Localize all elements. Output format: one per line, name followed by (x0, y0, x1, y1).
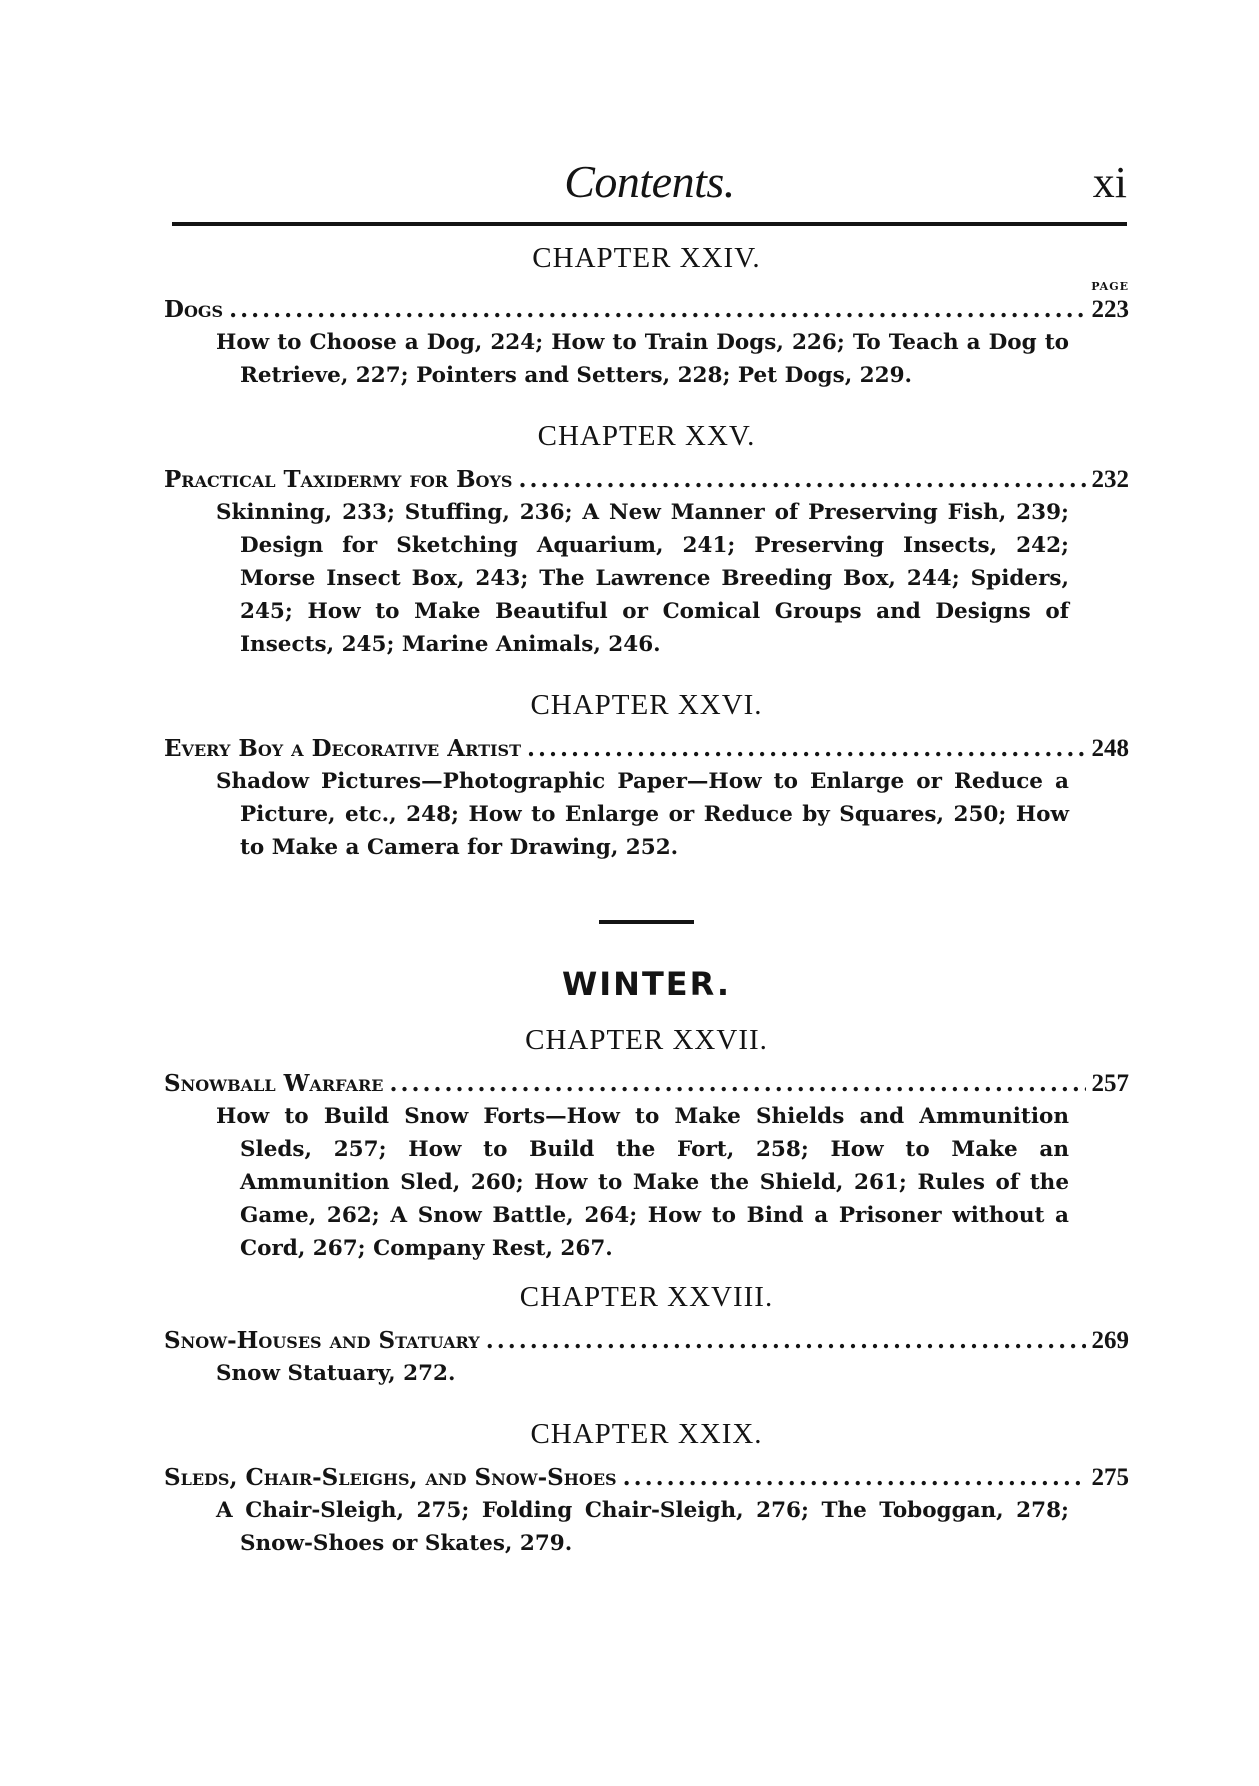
dot-leader (623, 1462, 1086, 1494)
dot-leader (229, 294, 1085, 326)
dot-leader (518, 464, 1085, 496)
entry-title: Sleds, Chair-Sleighs, and Snow-Shoes (164, 1464, 617, 1491)
chapter-heading: CHAPTER XXVII. (525, 1024, 768, 1056)
entry-page: 269 (1091, 1327, 1129, 1354)
season-heading: WINTER. (561, 965, 732, 1003)
entry-title: Dogs (164, 296, 224, 323)
entry-description: A Chair-Sleigh, 275; Folding Chair-Sleigh, 276; The Toboggan, 278; Snow-Shoes or Skates, 279. (216, 1498, 1069, 1556)
header-rule (172, 222, 1127, 226)
chapter-heading: CHAPTER XXVIII. (519, 1281, 774, 1313)
dot-leader (486, 1325, 1086, 1357)
dot-leader (527, 733, 1086, 765)
toc-entry (164, 1462, 1129, 1494)
entry-description: Snow Statuary, 272. (216, 1361, 456, 1386)
toc-entry (164, 733, 1129, 765)
entry-description: How to Build Snow Forts—How to Make Shields and Ammunition Sleds, 257; How to Build the Fort, 258; How to Make an Ammunition Sled, 260; How to Make the Shield, 261; Rules of the Game, 262; A Snow Battle, 264; How to Bind a Prisoner without a Cord, 267; Company Rest, 267. (216, 1104, 1069, 1261)
entry-page: 223 (1091, 296, 1129, 323)
entry-description: Skinning, 233; Stuffing, 236; A New Manner of Preserving Fish, 239; Design for Sketching Aquarium, 241; Preserving Insects, 242; Morse Insect Box, 243; The Lawrence Breeding Box, 244; Spiders, 245; How to Make Beautiful or Comical Groups and Designs of Insects, 245; Marine Animals, 246. (216, 500, 1069, 657)
running-title: Contents. (564, 156, 735, 207)
entry-page: 275 (1091, 1464, 1129, 1491)
dot-leader (389, 1068, 1085, 1100)
toc-section-chapter-27 (164, 1022, 1129, 1265)
chapter-heading: CHAPTER XXV. (537, 420, 756, 452)
page-column-label: PAGE (1091, 280, 1129, 293)
toc-entry (164, 294, 1129, 326)
table-of-contents (164, 240, 1129, 1586)
entry-page: 257 (1091, 1070, 1129, 1097)
entry-title: Every Boy a Decorative Artist (164, 735, 521, 762)
entry-title: Snowball Warfare (164, 1070, 384, 1097)
entry-page: 232 (1091, 466, 1129, 493)
page-number: xi (1092, 158, 1127, 207)
toc-section-chapter-25 (164, 418, 1129, 661)
section-divider (599, 920, 694, 924)
entry-description: How to Choose a Dog, 224; How to Train Dogs, 226; To Teach a Dog to Retrieve, 227; Pointers and Setters, 228; Pet Dogs, 229. (216, 330, 1069, 388)
entry-title: Practical Taxidermy for Boys (164, 466, 513, 493)
chapter-heading: CHAPTER XXIX. (530, 1418, 763, 1450)
chapter-heading: CHAPTER XXVI. (530, 689, 763, 721)
running-head (172, 155, 1127, 215)
toc-section-chapter-29 (164, 1416, 1129, 1560)
entry-description: Shadow Pictures—Photographic Paper—How to Enlarge or Reduce a Picture, etc., 248; How to Enlarge or Reduce by Squares, 250; How to Make a Camera for Drawing, 252. (216, 769, 1069, 860)
toc-entry (164, 1325, 1129, 1357)
toc-entry (164, 1068, 1129, 1100)
toc-entry (164, 464, 1129, 496)
toc-section-chapter-24 (164, 240, 1129, 392)
toc-section-chapter-28 (164, 1279, 1129, 1390)
toc-section-chapter-26 (164, 687, 1129, 864)
entry-title: Snow-Houses and Statuary (164, 1327, 480, 1354)
entry-page: 248 (1091, 735, 1129, 762)
chapter-heading: CHAPTER XXIV. (532, 242, 761, 274)
